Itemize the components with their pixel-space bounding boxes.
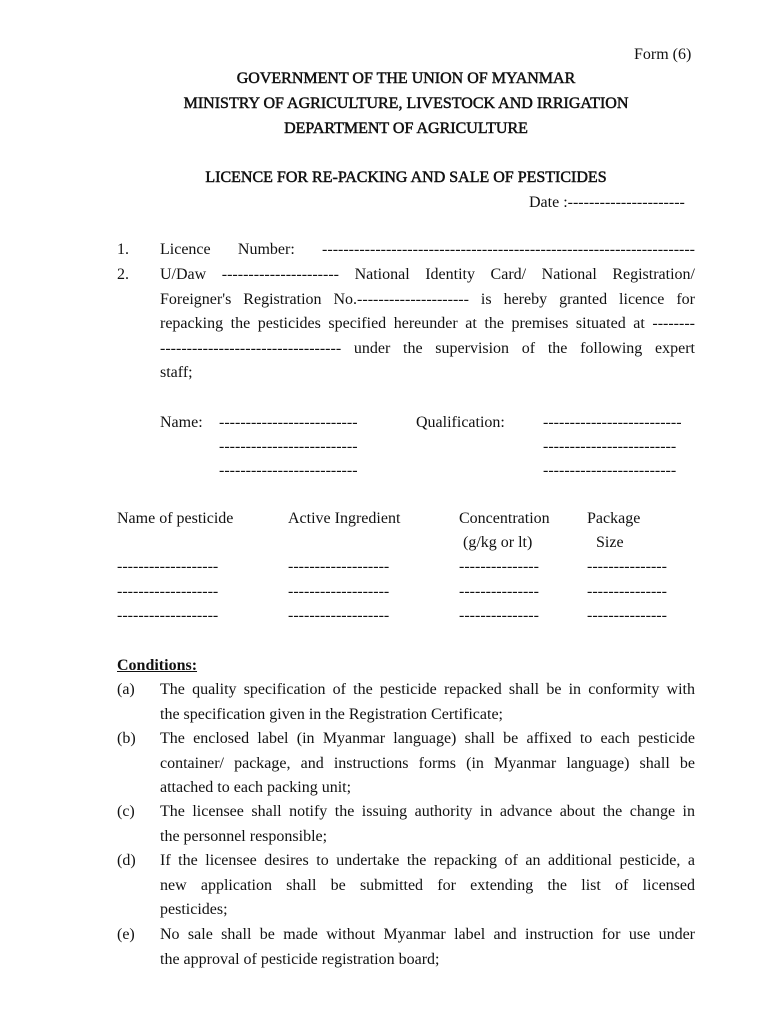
item-line: ---------------------------------- under the supervision of the following expert <box>160 339 695 357</box>
header-department: DEPARTMENT OF AGRICULTURE <box>284 120 528 137</box>
table-cell: --------------- <box>459 607 539 624</box>
condition-line: the personnel responsible; <box>160 827 328 845</box>
table-subheader-concentration-unit: (g/kg or lt) <box>463 534 533 551</box>
condition-text <box>160 727 695 801</box>
condition-line: new application shall be submitted for extending the list of licensed <box>160 876 695 894</box>
item-number: 1. <box>117 241 129 258</box>
item-line: repacking the pesticides specified hereunder at the premises situated at -------- <box>160 315 695 332</box>
item-line: Licence Number: ---------------------------------------------------------------------- <box>160 241 695 258</box>
staff-qualification-blank: ------------------------- <box>543 462 677 479</box>
condition-line: The licensee shall notify the issuing authority in advance about the change in <box>160 803 695 820</box>
item-line: Foreigner's Registration No.--------------------- is hereby granted licence for <box>160 290 695 308</box>
table-cell: ------------------- <box>288 558 390 575</box>
date-field: Date :---------------------- <box>529 194 685 211</box>
table-cell: ------------------- <box>117 583 219 600</box>
condition-line: attached to each packing unit; <box>160 779 352 796</box>
condition-line: If the licensee desires to undertake the repacking of an additional pesticide, a <box>160 852 695 869</box>
staff-name-blank: -------------------------- <box>219 438 358 455</box>
licence-number-field <box>160 238 695 263</box>
staff-qualification-label: Qualification: <box>416 414 505 431</box>
condition-line: the specification given in the Registration Certificate; <box>160 705 503 723</box>
document-title: LICENCE FOR RE-PACKING AND SALE OF PESTICIDES <box>205 169 607 186</box>
condition-text <box>160 849 695 923</box>
condition-line: the approval of pesticide registration board; <box>160 950 440 968</box>
table-cell: --------------- <box>459 558 539 575</box>
table-header-package: Package <box>587 510 641 527</box>
item-line: staff; <box>160 364 193 381</box>
staff-name-blank: -------------------------- <box>219 462 358 479</box>
condition-line: pesticides; <box>160 901 228 918</box>
staff-name-label: Name: <box>160 414 203 431</box>
condition-line: No sale shall be made without Myanmar label and instruction for use under <box>160 926 695 943</box>
grantee-paragraph <box>160 263 695 386</box>
table-cell: --------------- <box>587 558 667 575</box>
condition-label: (a) <box>117 681 135 698</box>
condition-line: The quality specification of the pesticide repacked shall be in conformity with <box>160 681 695 698</box>
table-cell: ------------------- <box>288 583 390 600</box>
form-number: Form (6) <box>634 46 692 63</box>
condition-label: (e) <box>117 926 135 943</box>
condition-line: container/ package, and instructions forms (in Myanmar language) shall be <box>160 754 695 772</box>
table-subheader-package-size: Size <box>596 534 624 551</box>
conditions-heading: Conditions: <box>117 657 198 674</box>
condition-text <box>160 678 695 727</box>
condition-text <box>160 800 695 849</box>
table-cell: ------------------- <box>117 607 219 624</box>
condition-text <box>160 923 695 972</box>
table-cell: --------------- <box>587 583 667 600</box>
condition-label: (c) <box>117 803 135 820</box>
table-header-active-ingredient: Active Ingredient <box>288 510 401 527</box>
staff-qualification-blank: ------------------------- <box>543 438 677 455</box>
staff-qualification-blank: -------------------------- <box>543 414 682 431</box>
header-ministry: MINISTRY OF AGRICULTURE, LIVESTOCK AND IRRIGATION <box>183 95 629 112</box>
table-header-name: Name of pesticide <box>117 510 234 527</box>
staff-name-blank: -------------------------- <box>219 414 358 431</box>
table-cell: --------------- <box>587 607 667 624</box>
header-government: GOVERNMENT OF THE UNION OF MYANMAR <box>236 70 576 87</box>
table-cell: ------------------- <box>288 607 390 624</box>
table-cell: ------------------- <box>117 558 219 575</box>
condition-label: (d) <box>117 852 136 869</box>
item-line: U/Daw ---------------------- National Identity Card/ National Registration/ <box>160 266 695 283</box>
condition-label: (b) <box>117 730 136 747</box>
table-cell: --------------- <box>459 583 539 600</box>
condition-line: The enclosed label (in Myanmar language) shall be affixed to each pesticide <box>160 730 695 747</box>
table-header-concentration: Concentration <box>459 510 550 527</box>
item-number: 2. <box>117 266 129 283</box>
